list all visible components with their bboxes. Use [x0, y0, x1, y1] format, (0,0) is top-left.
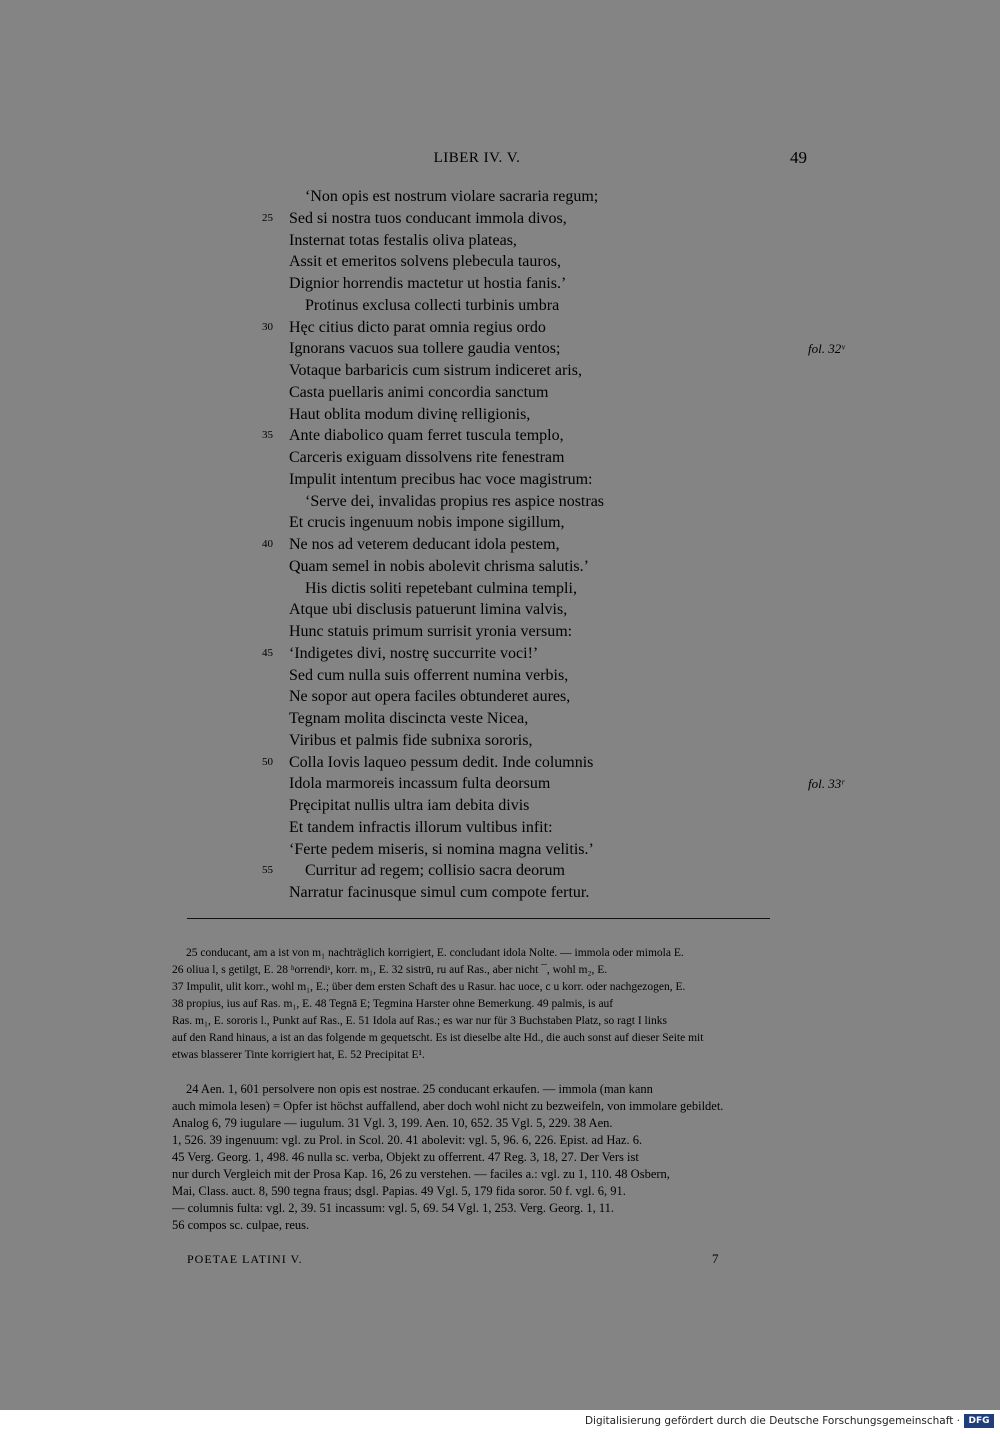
- verse-line: [0, 251, 1000, 273]
- verse-text: Colla Iovis laqueo pessum dedit. Inde columnis: [289, 753, 594, 771]
- commentary-line: Mai, Class. auct. 8, 590 tegna fraus; dsgl. Papias. 49 Vgl. 5, 179 fida soror. 50 f. vgl. 6, 91.: [172, 1184, 626, 1198]
- verse-text: Tegnam molita discincta veste Nicea,: [289, 710, 529, 727]
- verse-text: Ne sopor aut opera faciles obtunderet aures,: [289, 688, 571, 706]
- verse-text: Ne nos ad veterem deducant idola pestem,: [289, 536, 560, 553]
- verse-text: Protinus exclusa collecti turbinis umbra: [305, 296, 560, 314]
- verse-line: [0, 686, 1000, 708]
- verse-line: [0, 643, 1000, 665]
- verse-text: Haut oblita modum divinę relligionis,: [289, 405, 531, 423]
- verse-text: Viribus et palmis fide subnixa sororis,: [289, 731, 533, 749]
- verse-line: [0, 469, 1000, 491]
- verse-line: [0, 621, 1000, 643]
- folio-reference: fol. 33ʳ: [808, 776, 845, 792]
- commentary-line: auch mimola lesen) = Opfer ist höchst auffallend, aber doch wohl nicht zu bezweifeln, von immolare gebildet.: [172, 1099, 724, 1113]
- verse-text: Assit et emeritos solvens plebecula tauros,: [289, 253, 561, 271]
- verse-text: Atque ubi disclusis patuerunt limina valvis,: [289, 601, 568, 619]
- verse-line: [0, 860, 1000, 882]
- verse-line: [0, 273, 1000, 295]
- verse-text: Pręcipitat nullis ultra iam debita divis: [289, 797, 530, 814]
- verse-text: Curritur ad regem; collisio sacra deorum: [305, 862, 565, 880]
- apparatus-line: 38 propius, ius auf Ras. m₁, E. 48 Tegnā E; Tegmina Harster ohne Bemerkung. 49 palmis, is auf: [172, 998, 614, 1010]
- verse-text: Idola marmoreis incassum fulta deorsum: [289, 775, 551, 793]
- verse-text: Narratur facinusque simul cum compote fertur.: [289, 884, 590, 901]
- verse-line: [0, 295, 1000, 317]
- verse-line: [0, 447, 1000, 469]
- line-number: 25: [262, 211, 273, 224]
- verse-text: Et tandem infractis illorum vultibus infit:: [289, 818, 553, 836]
- verse-line: [0, 599, 1000, 621]
- apparatus-line: Ras. m₁, E. sororis l., Punkt auf Ras., E. 51 Idola auf Ras.; es war nur für 3 Buchstaben Platz, so ragt I links: [172, 1015, 667, 1027]
- page-number: 49: [790, 148, 807, 167]
- critical-apparatus: [172, 945, 815, 1064]
- verse-text: Carceris exiguam dissolvens rite fenestram: [289, 449, 565, 466]
- commentary-line: nur durch Vergleich mit der Prosa Kap. 16, 26 zu verstehen. — faciles a.: vgl. zu 1, 110. 48 Osbern,: [172, 1167, 670, 1181]
- verse-text: Hunc statuis primum surrisit yronia versum:: [289, 623, 573, 640]
- verse-line: [0, 773, 1000, 795]
- poem-text: [0, 186, 1000, 904]
- commentary-line: 45 Verg. Georg. 1, 498. 46 nulla sc. verba, Objekt zu offerrent. 47 Reg. 3, 18, 27. Der Vers ist: [172, 1150, 639, 1164]
- verse-text: Ignorans vacuos sua tollere gaudia ventos;: [289, 340, 561, 358]
- apparatus-line: 26 oliua l, s getilgt, E. 28 ʰorrendiˢ, korr. m₁, E. 32 sistrū, ru auf Ras., aber nicht ¯, wohl m₂, E.: [172, 964, 608, 976]
- verse-text: ‘Ferte pedem miseris, si nomina magna velitis.’: [289, 840, 594, 858]
- verse-text: Dignior horrendis mactetur ut hostia fanis.’: [289, 275, 567, 292]
- line-number: 30: [262, 320, 273, 333]
- commentary-line: 1, 526. 39 ingenuum: vgl. zu Prol. in Scol. 20. 41 abolevit: vgl. 5, 96. 6, 226. Epist. ad Haz. 6.: [172, 1133, 643, 1147]
- line-number: 55: [262, 864, 273, 877]
- verse-line: [0, 491, 1000, 513]
- line-number: 35: [262, 429, 273, 442]
- verse-text: Quam semel in nobis abolevit chrisma salutis.’: [289, 557, 589, 575]
- verse-text: His dictis soliti repetebant culmina templi,: [305, 579, 577, 597]
- dfg-credit-text: Digitalisierung gefördert durch die Deutsche Forschungsgemeinschaft ·: [584, 1415, 960, 1427]
- running-head: LIBER IV. V.: [433, 150, 521, 166]
- apparatus-line: 25 conducant, am a ist von m₁ nachträglich korrigiert, E. concludant idola Nolte. — immola oder mimola E.: [186, 947, 684, 959]
- signature-mark: POETAE LATINI V.: [187, 1252, 303, 1266]
- commentary-line: Analog 6, 79 iugulare — iugulum. 31 Vgl. 3, 199. Aen. 10, 652. 35 Vgl. 5, 229. 38 Aen.: [172, 1116, 613, 1130]
- verse-text: ‘Non opis est nostrum violare sacraria regum;: [305, 188, 599, 205]
- verse-line: [0, 730, 1000, 752]
- verse-line: [0, 208, 1000, 230]
- verse-line: [0, 360, 1000, 382]
- verse-text: Casta puellaris animi concordia sanctum: [289, 383, 549, 401]
- line-number: 45: [262, 646, 273, 659]
- verse-text: ‘Serve dei, invalidas propius res aspice nostras: [305, 492, 605, 510]
- verse-line: [0, 186, 1000, 208]
- verse-line: [0, 817, 1000, 839]
- verse-line: [0, 795, 1000, 817]
- verse-line: [0, 382, 1000, 404]
- verse-line: [0, 578, 1000, 600]
- commentary-line: 24 Aen. 1, 601 persolvere non opis est nostrae. 25 conducant erkaufen. — immola (man kann: [186, 1082, 653, 1096]
- verse-line: [0, 338, 1000, 360]
- verse-line: [0, 665, 1000, 687]
- verse-line: [0, 425, 1000, 447]
- apparatus-line: 37 Impulit, ulit korr., wohl m₁, E.; über dem ersten Schaft des u Rasur. hac uoce, c u korr. oder nachgezogen, E.: [172, 981, 686, 993]
- dfg-footer-bar: [0, 1410, 1000, 1434]
- verse-text: ‘Indigetes divi, nostrę succurrite voci!’: [289, 644, 539, 662]
- footnote-rule: [187, 918, 770, 919]
- commentary-line: 56 compos sc. culpae, reus.: [172, 1218, 310, 1232]
- folio-reference: fol. 32ᵛ: [808, 341, 845, 357]
- verse-text: Sed si nostra tuos conducant immola divos,: [289, 209, 567, 227]
- commentary-line: — columnis fulta: vgl. 2, 39. 51 incassum: vgl. 5, 69. 54 Vgl. 1, 253. Verg. Georg. 1, 11.: [172, 1201, 614, 1215]
- verse-line: [0, 839, 1000, 861]
- verse-line: [0, 230, 1000, 252]
- verse-text: Hęc citius dicto parat omnia regius ordo: [289, 318, 546, 336]
- apparatus-line: etwas blasserer Tinte korrigiert hat, E. 52 Precipitat E¹.: [172, 1049, 425, 1061]
- verse-line: [0, 534, 1000, 556]
- verse-text: Insternat totas festalis oliva plateas,: [289, 231, 517, 249]
- line-number: 50: [262, 755, 273, 768]
- verse-text: Sed cum nulla suis offerrent numina verbis,: [289, 666, 569, 684]
- dfg-logo-icon: DFG: [964, 1414, 994, 1428]
- commentary-notes: [172, 1081, 815, 1234]
- verse-line: [0, 556, 1000, 578]
- verse-line: [0, 708, 1000, 730]
- verse-text: Ante diabolico quam ferret tuscula templo,: [289, 427, 564, 445]
- verse-line: [0, 317, 1000, 339]
- verse-text: Votaque barbaricis cum sistrum indiceret aris,: [289, 362, 582, 379]
- apparatus-line: auf den Rand hinaus, a ist an das folgende m gequetscht. Es ist dieselbe alte Hd., die auch sonst auf dieser Seite mit: [172, 1032, 704, 1044]
- verse-line: [0, 512, 1000, 534]
- verse-line: [0, 404, 1000, 426]
- verse-text: Et crucis ingenuum nobis impone sigillum,: [289, 514, 565, 532]
- verse-line: [0, 882, 1000, 904]
- gathering-number: 7: [712, 1251, 719, 1266]
- line-number: 40: [262, 538, 273, 550]
- verse-text: Impulit intentum precibus hac voce magistrum:: [289, 470, 593, 488]
- verse-line: [0, 752, 1000, 774]
